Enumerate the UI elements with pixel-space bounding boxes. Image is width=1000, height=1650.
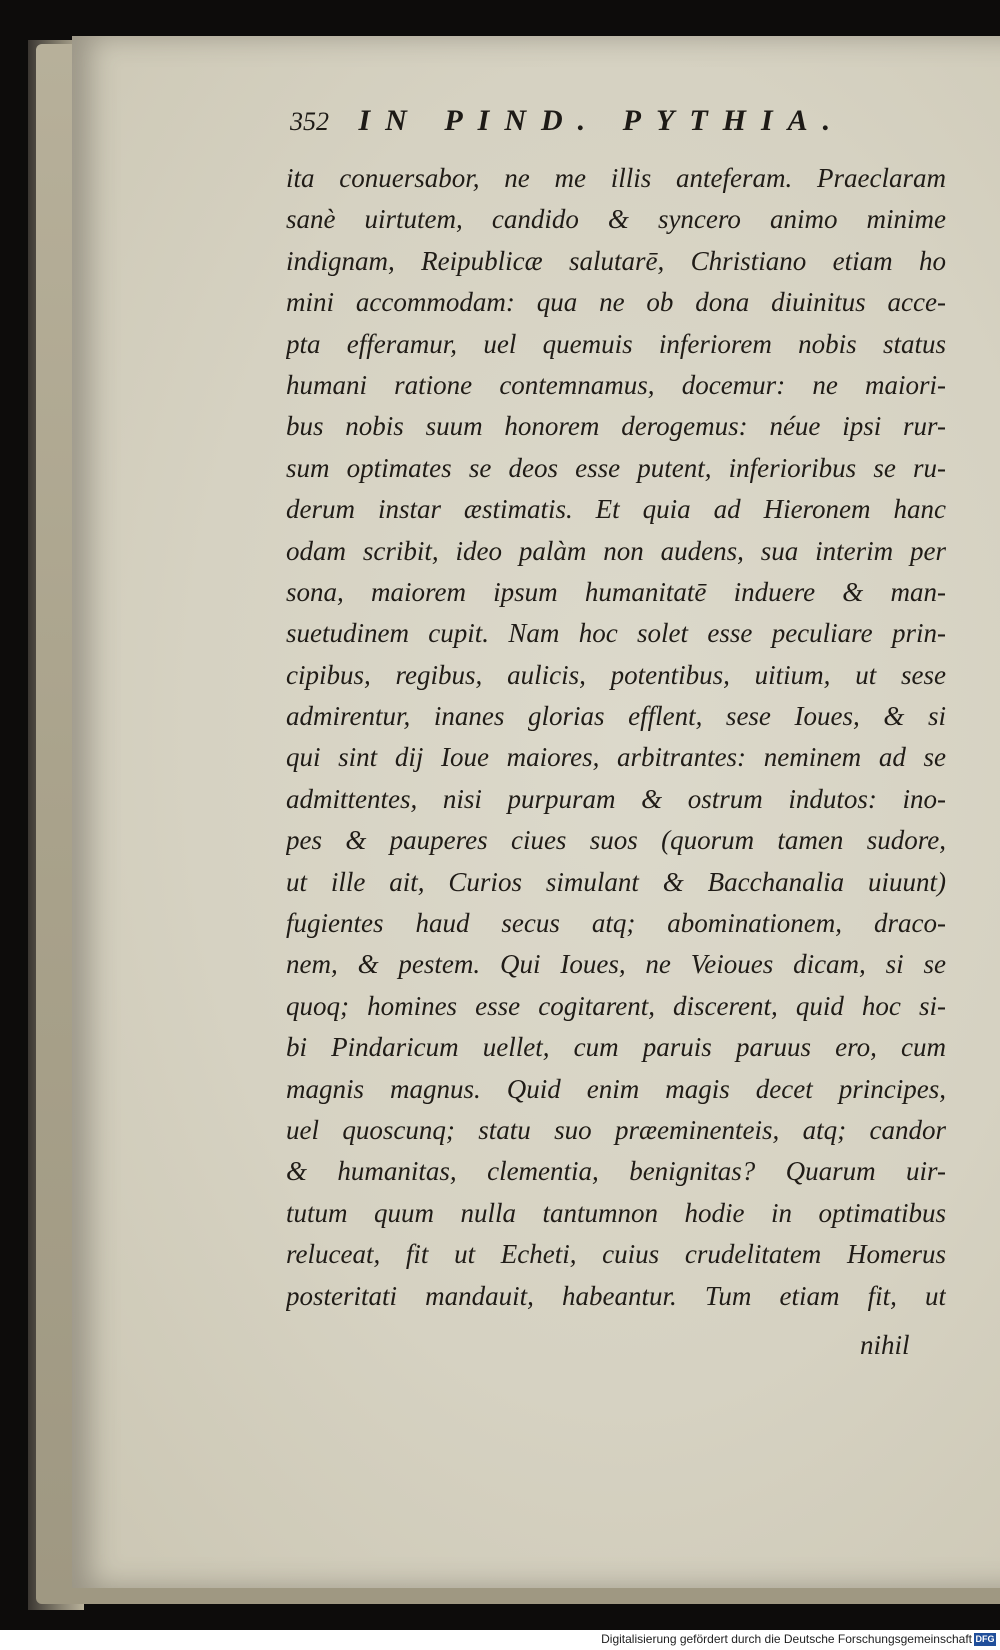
text-line: admirentur, inanes glorias efflent, sese Ioues, & si xyxy=(286,701,946,732)
text-line: fugientes haud secus atq; abominationem, draco- xyxy=(286,908,946,939)
text-line: & humanitas, clementia, benignitas? Quarum uir- xyxy=(286,1156,946,1187)
dfg-logo-icon: DFG xyxy=(975,1634,995,1644)
text-line: derum instar æstimatis. Et quia ad Hieronem hanc xyxy=(286,494,946,525)
text-line: tutum quum nulla tantumnon hodie in optimatibus xyxy=(286,1197,946,1228)
text-line: posteritati mandauit, habeantur. Tum etiam fit, ut xyxy=(286,1280,946,1311)
running-head-title: IN PIND. PYTHIA. xyxy=(358,104,846,137)
text-line: bus nobis suum honorem derogemus: néue ipsi rur- xyxy=(286,411,946,442)
text-line: reluceat, fit ut Echeti, cuius crudelitatem Homerus xyxy=(286,1239,946,1270)
running-head xyxy=(290,104,940,148)
text-line: qui sint dij Ioue maiores, arbitrantes: neminem ad se xyxy=(286,742,946,773)
text-line: cipibus, regibus, aulicis, potentibus, uitium, ut sese xyxy=(286,659,946,690)
text-line: magnis magnus. Quid enim magis decet principes, xyxy=(286,1073,946,1104)
text-line: humani ratione contemnamus, docemur: ne maiori- xyxy=(286,369,946,400)
text-line: pes & pauperes ciues suos (quorum tamen sudore, xyxy=(286,825,946,856)
text-line: quoq; homines esse cogitarent, discerent, quid hoc si- xyxy=(286,990,946,1021)
text-line: admittentes, nisi purpuram & ostrum indutos: ino- xyxy=(286,783,946,814)
text-line: pta efferamur, uel quemuis inferiorem nobis status xyxy=(286,328,946,359)
text-line: indignam, Reipublicæ salutarē, Christiano etiam ho xyxy=(286,245,946,276)
catchword: nihil xyxy=(860,1330,910,1360)
text-line: bi Pindaricum uellet, cum paruis paruus ero, cum xyxy=(286,1032,946,1063)
text-line: uel quoscunq; statu suo præeminenteis, atq; candor xyxy=(286,1114,946,1145)
text-line: sanè uirtutem, candido & syncero animo minime xyxy=(286,204,946,235)
text-line: nem, & pestem. Qui Ioues, ne Veioues dicam, si se xyxy=(286,949,946,980)
page-number: 352 xyxy=(290,107,329,136)
text-line: ita conuersabor, ne me illis anteferam. Praeclaram xyxy=(286,163,946,193)
text-line: suetudinem cupit. Nam hoc solet esse peculiare prin- xyxy=(286,618,946,649)
text-line: mini accommodam: qua ne ob dona diuinitus acce- xyxy=(286,287,946,318)
digitization-footer xyxy=(0,1630,1000,1650)
text-line: odam scribit, ideo palàm non audens, sua interim per xyxy=(286,535,946,566)
text-line: sona, maiorem ipsum humanitatē induere & man- xyxy=(286,576,946,607)
body-text xyxy=(286,158,946,1317)
text-line: ut ille ait, Curios simulant & Bacchanalia uiuunt) xyxy=(286,866,946,897)
text-line: sum optimates se deos esse putent, inferioribus se ru- xyxy=(286,452,946,483)
footer-credit: Digitalisierung gefördert durch die Deutsche Forschungsgemeinschaft xyxy=(601,1632,972,1646)
